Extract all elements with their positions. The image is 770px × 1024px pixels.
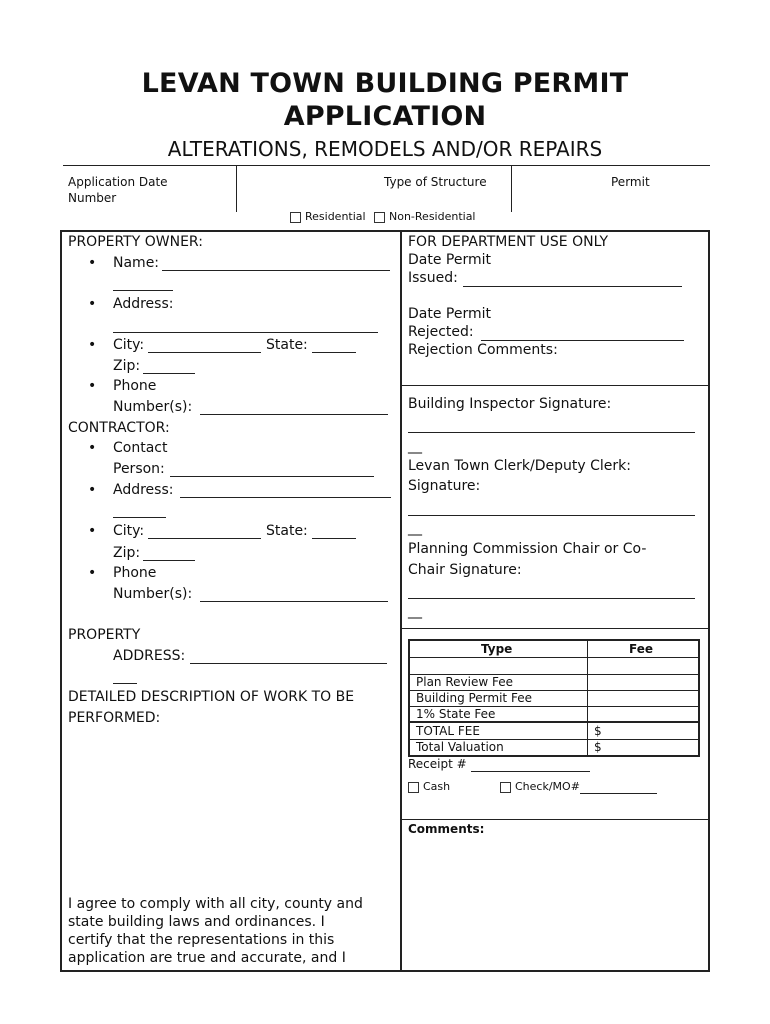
plan-review-fee-label: Plan Review Fee	[416, 675, 513, 689]
contractor-city-field[interactable]	[148, 538, 261, 539]
owner-city-field[interactable]	[148, 352, 261, 353]
clerk-signature-label: Levan Town Clerk/Deputy Clerk:	[408, 458, 631, 474]
contractor-address-label: Address:	[113, 482, 174, 498]
top-row-divider-2	[511, 166, 512, 212]
description-heading: DETAILED DESCRIPTION OF WORK TO BE	[68, 689, 355, 705]
fee-col-type-header: Type	[481, 642, 513, 656]
property-address-field-cont[interactable]	[113, 683, 137, 684]
agreement-text-2: state building laws and ordinances. I	[68, 914, 325, 930]
cash-label: Cash	[423, 780, 451, 793]
clerk-signature-label-2: Signature:	[408, 478, 481, 494]
right-divider-2	[401, 628, 708, 629]
permit-label: Permit	[611, 175, 650, 189]
rejected-label: Rejected:	[408, 324, 474, 340]
date-permit-issued-label: Date Permit	[408, 252, 491, 268]
type-of-structure-label: Type of Structure	[384, 175, 487, 189]
non-residential-label: Non-Residential	[389, 210, 476, 223]
total-fee-label: TOTAL FEE	[416, 724, 480, 738]
issued-label: Issued:	[408, 270, 458, 286]
planning-signature-label-2: Chair Signature:	[408, 562, 522, 578]
bullet: •	[88, 440, 97, 456]
date-rejected-field[interactable]	[481, 340, 684, 341]
cash-option[interactable]	[408, 780, 450, 793]
fee-table-row-line	[410, 657, 698, 658]
owner-state-label: State:	[266, 337, 308, 353]
owner-state-field[interactable]	[312, 352, 356, 353]
agreement-text-4: application are true and accurate, and I	[68, 950, 346, 966]
state-fee-label: 1% State Fee	[416, 707, 496, 721]
contractor-state-field[interactable]	[312, 538, 356, 539]
page-subtitle: ALTERATIONS, REMODELS AND/OR REPAIRS	[167, 137, 603, 161]
check-label: Check/MO#	[515, 780, 580, 793]
residential-option[interactable]	[290, 210, 366, 223]
contractor-numbers-label: Number(s):	[113, 586, 193, 602]
department-use-heading: FOR DEPARTMENT USE ONLY	[408, 234, 609, 250]
property-heading: PROPERTY	[68, 627, 141, 643]
owner-zip-field[interactable]	[143, 373, 195, 374]
check-number-field[interactable]	[580, 793, 657, 794]
residential-checkbox[interactable]	[290, 212, 301, 223]
total-valuation-label: Total Valuation	[416, 740, 504, 754]
clerk-signature-field[interactable]	[408, 515, 695, 516]
page-title-line2: APPLICATION	[283, 101, 487, 132]
property-address-field[interactable]	[190, 663, 387, 664]
contractor-city-label: City:	[113, 523, 145, 539]
inspector-signature-field[interactable]	[408, 432, 695, 433]
total-fee-dollar: $	[594, 724, 602, 738]
bullet: •	[88, 482, 97, 498]
number-label: Number	[68, 191, 117, 205]
owner-address-field[interactable]	[113, 332, 378, 333]
date-issued-field[interactable]	[463, 286, 682, 287]
owner-name-field[interactable]	[162, 270, 390, 271]
contractor-state-label: State:	[266, 523, 308, 539]
owner-numbers-label: Number(s):	[113, 399, 193, 415]
check-checkbox[interactable]	[500, 782, 511, 793]
top-row-divider-1	[236, 166, 237, 212]
agreement-text-3: certify that the representations in this	[68, 932, 335, 948]
bullet: •	[88, 378, 97, 394]
application-date-label: Application Date	[68, 175, 168, 189]
bullet: •	[88, 523, 97, 539]
planning-signature-dash: __	[408, 603, 422, 619]
bullet: •	[88, 255, 97, 271]
fee-table-col-divider	[587, 641, 588, 755]
planning-signature-label: Planning Commission Chair or Co-	[408, 541, 647, 557]
contractor-zip-label: Zip:	[113, 545, 141, 561]
property-owner-heading: PROPERTY OWNER:	[68, 234, 203, 250]
cash-checkbox[interactable]	[408, 782, 419, 793]
owner-name-label: Name:	[113, 255, 160, 271]
owner-zip-label: Zip:	[113, 358, 141, 374]
date-permit-rejected-label: Date Permit	[408, 306, 491, 322]
comments-label: Comments:	[408, 822, 485, 836]
inspector-signature-dash: __	[408, 438, 422, 454]
owner-address-label: Address:	[113, 296, 174, 312]
non-residential-option[interactable]	[374, 210, 476, 223]
bullet: •	[88, 296, 97, 312]
clerk-signature-dash: __	[408, 520, 422, 536]
non-residential-checkbox[interactable]	[374, 212, 385, 223]
fee-col-fee-header: Fee	[629, 642, 653, 656]
bullet: •	[88, 337, 97, 353]
bullet: •	[88, 565, 97, 581]
rejection-comments-label: Rejection Comments:	[408, 342, 558, 358]
contractor-phone-label: Phone	[113, 565, 157, 581]
receipt-label: Receipt #	[408, 757, 467, 771]
property-address-label: ADDRESS:	[113, 648, 186, 664]
inspector-signature-label: Building Inspector Signature:	[408, 396, 612, 412]
owner-city-label: City:	[113, 337, 145, 353]
owner-name-field-cont[interactable]	[113, 290, 173, 291]
contact-label: Contact	[113, 440, 168, 456]
total-valuation-dollar: $	[594, 740, 602, 754]
contractor-address-field[interactable]	[180, 497, 391, 498]
contact-person-label: Person:	[113, 461, 165, 477]
receipt-field[interactable]	[471, 771, 590, 772]
contractor-heading: CONTRACTOR:	[68, 420, 170, 436]
contractor-phone-field[interactable]	[200, 601, 388, 602]
planning-signature-field[interactable]	[408, 598, 695, 599]
building-permit-fee-label: Building Permit Fee	[416, 691, 532, 705]
check-option[interactable]	[500, 780, 580, 793]
header-divider	[63, 165, 710, 166]
fee-table-row-line	[410, 721, 698, 723]
column-divider	[400, 231, 402, 971]
owner-phone-field[interactable]	[200, 414, 388, 415]
right-divider-1	[401, 385, 708, 386]
right-divider-3	[401, 819, 708, 820]
agreement-text-1: I agree to comply with all city, county and	[68, 896, 363, 912]
contractor-zip-field[interactable]	[143, 560, 195, 561]
contact-person-field[interactable]	[170, 476, 374, 477]
residential-label: Residential	[305, 210, 366, 223]
contractor-address-field-cont[interactable]	[113, 517, 166, 518]
page-title: LEVAN TOWN BUILDING PERMIT	[141, 68, 629, 99]
description-heading-line2: PERFORMED:	[68, 710, 161, 726]
owner-phone-label: Phone	[113, 378, 157, 394]
